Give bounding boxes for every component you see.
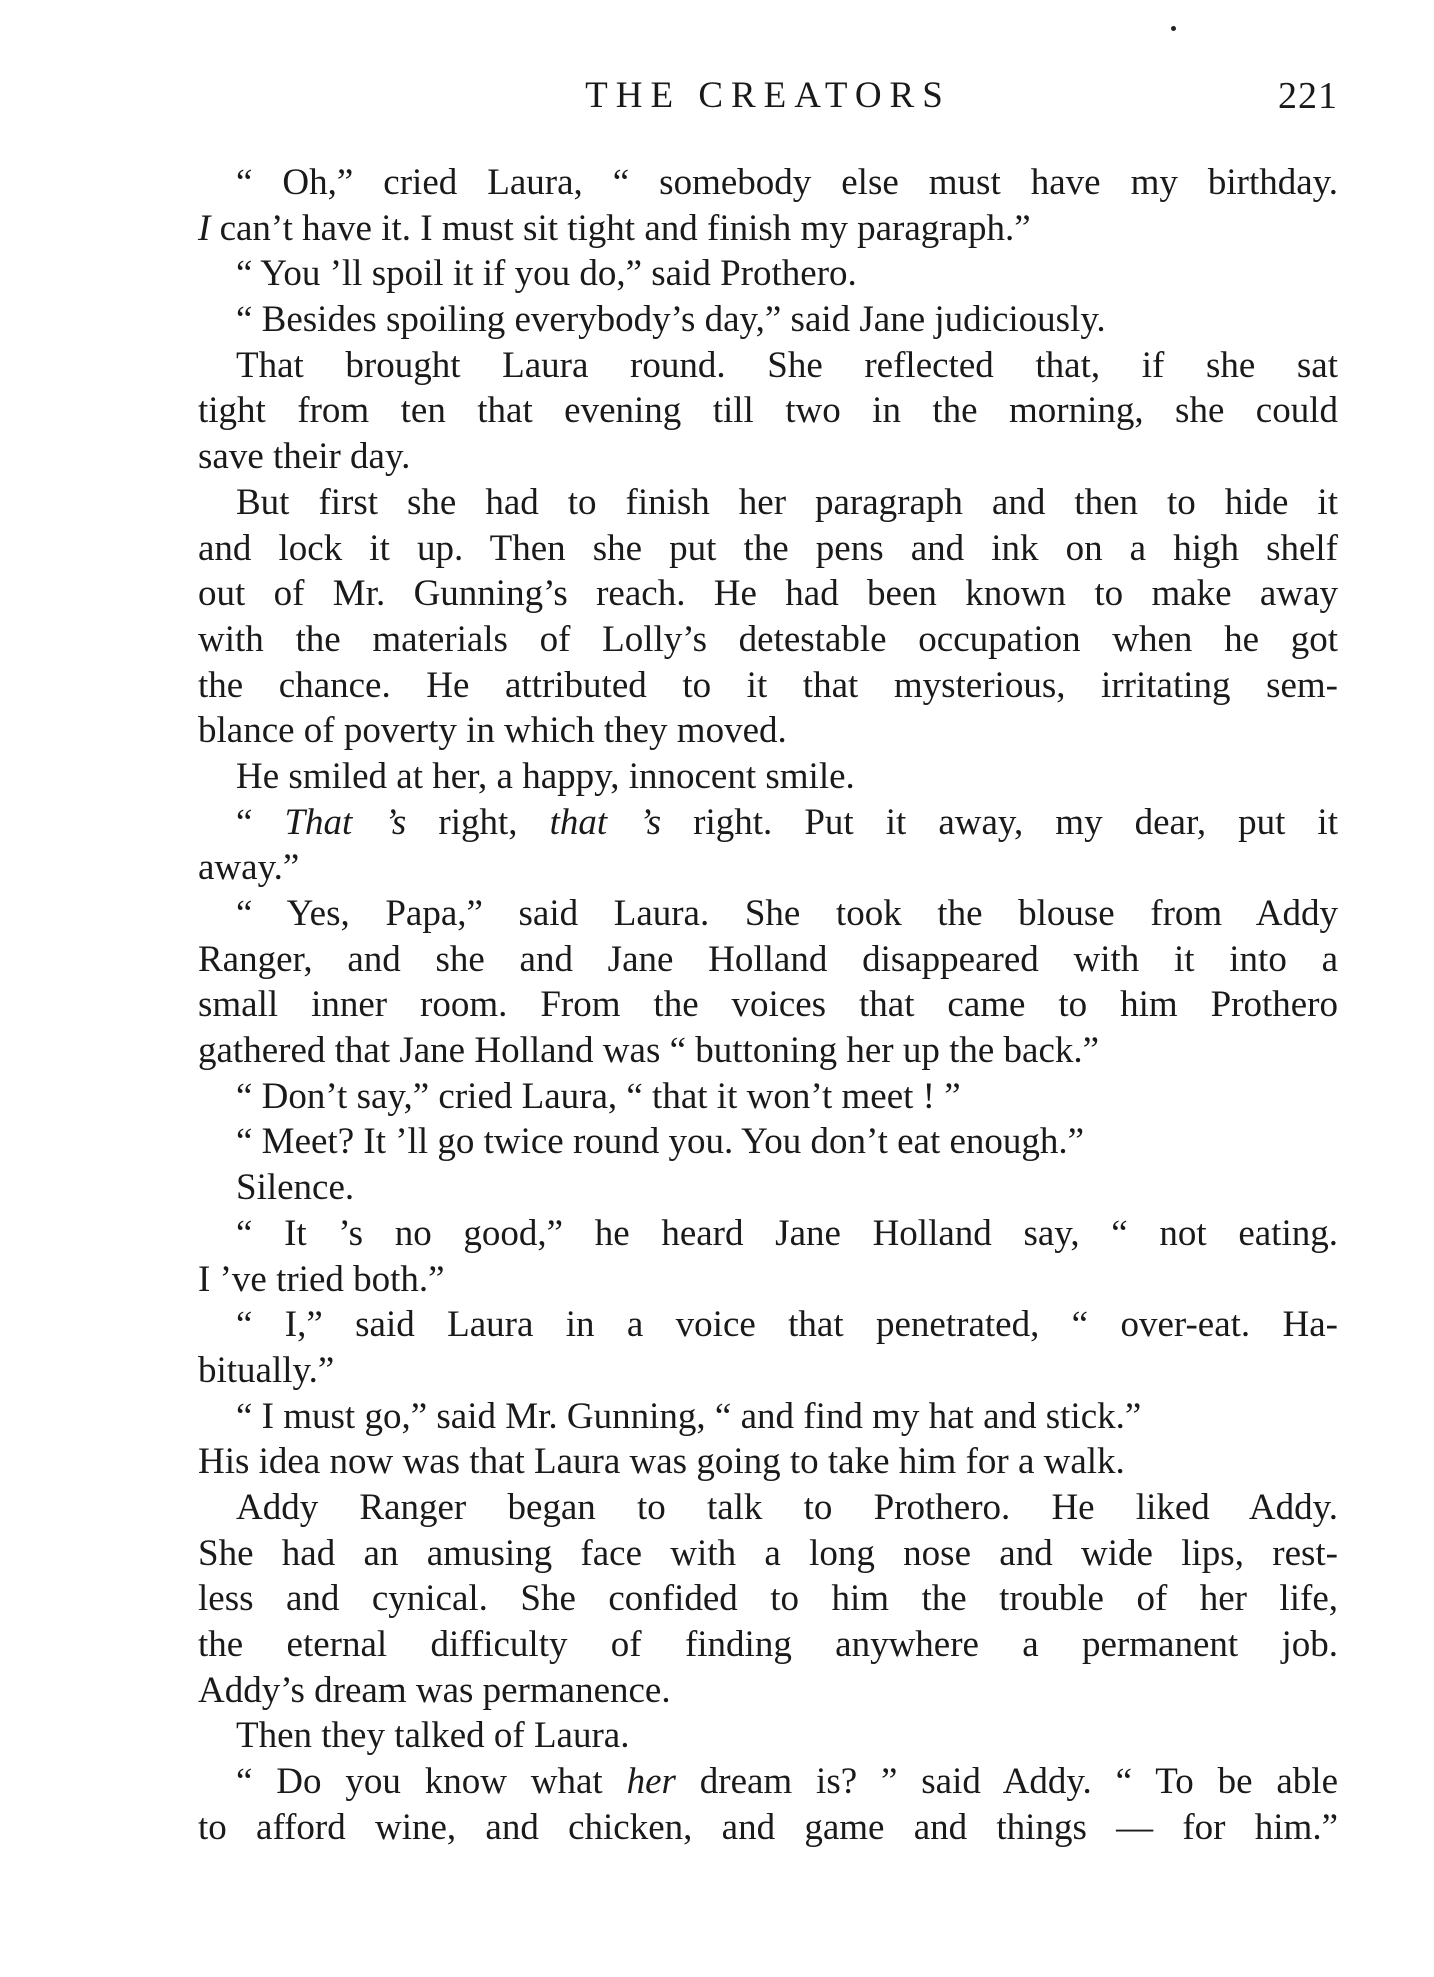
running-head bbox=[198, 74, 1338, 124]
text-line: That brought Laura round. She reflected that, if she sat bbox=[236, 344, 1338, 386]
text-segment: “ Do you know what bbox=[236, 1761, 627, 1803]
text-segment: dream is? ” said Addy. “ To be able bbox=[675, 1761, 1338, 1803]
text-line: small inner room. From the voices that came to him Prothero bbox=[198, 984, 1338, 1026]
text-line: with the materials of Lolly’s detestable occupation when he got bbox=[198, 618, 1338, 660]
text-line bbox=[198, 800, 1338, 846]
text-line: away.” bbox=[198, 847, 300, 889]
text-line: out of Mr. Gunning’s reach. He had been known to make away bbox=[198, 573, 1338, 615]
text-line bbox=[198, 206, 1338, 252]
text-line: “ I must go,” said Mr. Gunning, “ and find my hat and stick.” bbox=[236, 1395, 1142, 1437]
ink-speck bbox=[1171, 26, 1176, 31]
text-line: I ’ve tried both.” bbox=[198, 1258, 445, 1300]
text-segment: right, bbox=[406, 801, 550, 843]
text-line: “ Don’t say,” cried Laura, “ that it won’t meet ! ” bbox=[236, 1075, 961, 1117]
text-line: tight from ten that evening till two in the morning, she could bbox=[198, 390, 1338, 432]
italic-text: her bbox=[626, 1761, 676, 1803]
text-line: Addy Ranger began to talk to Prothero. He liked Addy. bbox=[236, 1486, 1338, 1528]
text-segment: can’t have it. I must sit tight and finish my paragraph.” bbox=[210, 207, 1031, 249]
italic-text: That ’s bbox=[284, 801, 407, 843]
text-line: But first she had to finish her paragraph and then to hide it bbox=[236, 481, 1338, 523]
text-line: the eternal difficulty of finding anywhere a permanent job. bbox=[198, 1624, 1338, 1665]
text-line: “ Oh,” cried Laura, “ somebody else must have my birthday. bbox=[236, 162, 1338, 203]
text-segment: “ bbox=[236, 801, 285, 843]
text-line: blance of poverty in which they moved. bbox=[198, 710, 787, 752]
text-line: to afford wine, and chicken, and game and things — for him.” bbox=[198, 1806, 1338, 1848]
text-line: the chance. He attributed to it that mysterious, irritating sem- bbox=[198, 664, 1338, 706]
text-line: “ Meet? It ’ll go twice round you. You don’t eat enough.” bbox=[236, 1121, 1085, 1163]
text-line: He smiled at her, a happy, innocent smile. bbox=[236, 755, 855, 797]
text-line: Then they talked of Laura. bbox=[236, 1715, 630, 1757]
text-line: “ I,” said Laura in a voice that penetrated, “ over-eat. Ha- bbox=[236, 1304, 1338, 1346]
text-line: less and cynical. She confided to him the trouble of her life, bbox=[198, 1578, 1338, 1620]
italic-text: I bbox=[198, 207, 211, 249]
text-line: Ranger, and she and Jane Holland disappeared with it into a bbox=[198, 938, 1338, 980]
text-line: save their day. bbox=[198, 436, 411, 478]
text-line: “ You ’ll spoil it if you do,” said Prothero. bbox=[236, 253, 857, 295]
text-line: bitually.” bbox=[198, 1349, 335, 1391]
italic-text: that ’s bbox=[549, 801, 662, 843]
text-segment: right. Put it away, my dear, put it bbox=[661, 801, 1338, 843]
text-line: “ Besides spoiling everybody’s day,” said Jane judiciously. bbox=[236, 299, 1106, 341]
body-text bbox=[198, 160, 1338, 1850]
text-line: “ It ’s no good,” he heard Jane Holland say, “ not eating. bbox=[236, 1212, 1338, 1254]
text-line: Addy’s dream was permanence. bbox=[198, 1669, 671, 1711]
text-line: His idea now was that Laura was going to take him for a walk. bbox=[198, 1441, 1125, 1483]
page-number: 221 bbox=[1278, 75, 1338, 117]
text-line: She had an amusing face with a long nose and wide lips, rest- bbox=[198, 1532, 1338, 1574]
text-line: and lock it up. Then she put the pens and ink on a high shelf bbox=[198, 527, 1338, 569]
text-line: gathered that Jane Holland was “ buttoning her up the back.” bbox=[198, 1030, 1100, 1072]
running-title: THE CREATORS bbox=[585, 75, 951, 116]
text-line: “ Yes, Papa,” said Laura. She took the blouse from Addy bbox=[236, 893, 1338, 934]
text-line bbox=[198, 1759, 1338, 1805]
text-line: Silence. bbox=[236, 1167, 355, 1209]
